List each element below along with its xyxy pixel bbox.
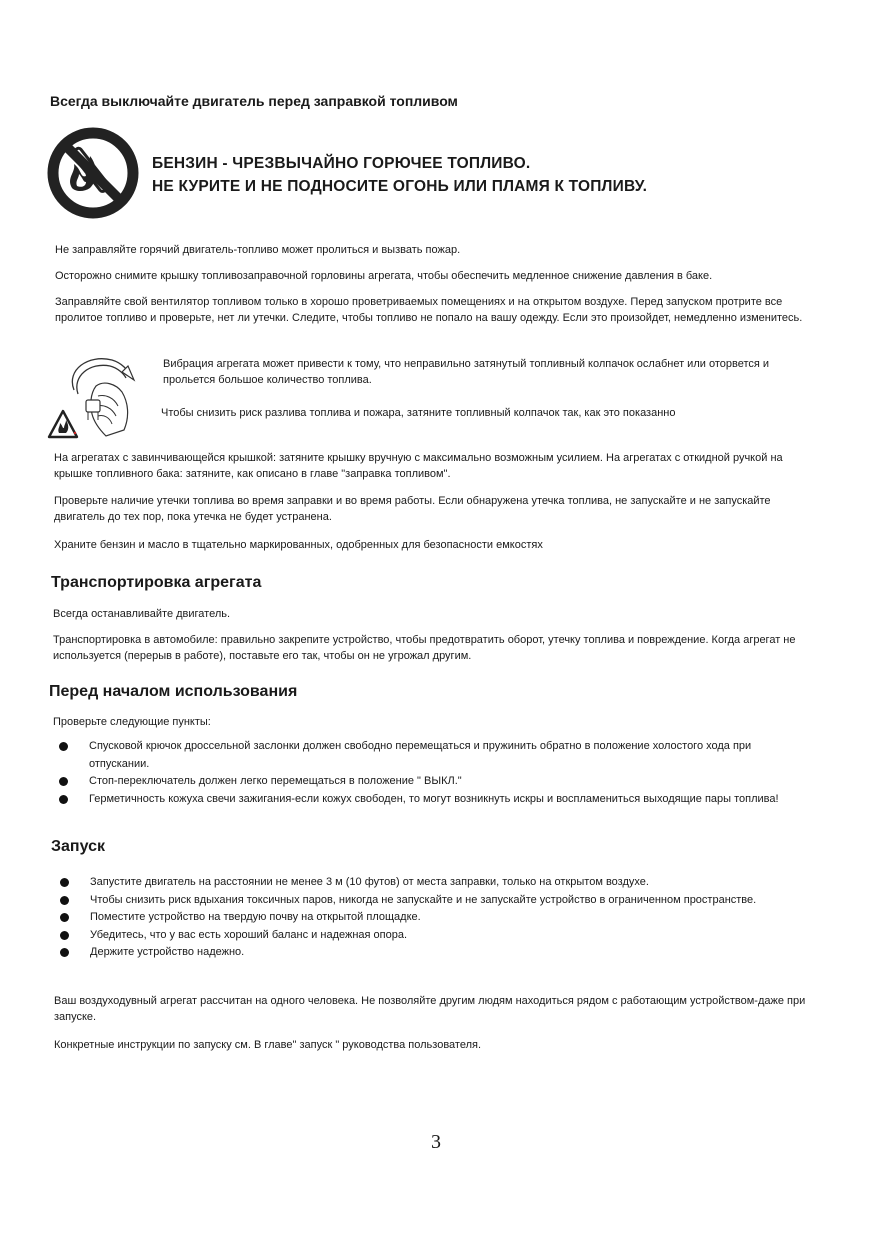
bullet-icon	[60, 931, 69, 940]
before-use-list	[52, 738, 807, 808]
paragraph: Не заправляйте горячий двигатель-топливо может пролиться и вызвать пожар.	[55, 244, 461, 256]
paragraph: Осторожно снимите крышку топливозаправочной горловины агрегата, чтобы обеспечить медленное снижение давления в баке.	[55, 270, 713, 282]
warning-line-1: БЕНЗИН - ЧРЕЗВЫЧАЙНО ГОРЮЧЕЕ ТОПЛИВО.	[152, 155, 531, 172]
paragraph: Храните бензин и масло в тщательно маркированных, одобренных для безопасности емкостях	[54, 539, 543, 551]
paragraph: На агрегатах с завинчивающейся крышкой: затяните крышку вручную с максимально возможным усилием. На агрегатах с откидной ручкой на крышке топливного бака: затяните, как описано в главе "заправка топливом".	[54, 452, 783, 480]
paragraph: Конкретные инструкции по запуску см. В главе" запуск " руководства пользователя.	[54, 1039, 482, 1051]
fuel-safety-heading: Всегда выключайте двигатель перед заправкой топливом	[50, 93, 458, 109]
warning-line-2: НЕ КУРИТЕ И НЕ ПОДНОСИТЕ ОГОНЬ ИЛИ ПЛАМЯ К ТОПЛИВУ.	[152, 178, 648, 195]
cap-note: Чтобы снизить риск разлива топлива и пожара, затяните топливный колпачок так, как это показанно	[161, 407, 676, 419]
bullet-icon	[60, 896, 69, 905]
list-item: Герметичность кожуха свечи зажигания-если кожух свободен, то могут возникнуть искры и воспламениться выходящие пары топлива!	[52, 791, 807, 809]
section-title-transport: Транспортировка агрегата	[51, 574, 262, 591]
bullet-icon	[60, 878, 69, 887]
list-item: Поместите устройство на твердую почву на открытой площадке.	[53, 909, 808, 927]
paragraph: Проверьте следующие пункты:	[53, 716, 211, 728]
list-item: Убедитесь, что у вас есть хороший баланс и надежная опора.	[53, 927, 808, 945]
flammable-warning-icon	[47, 408, 79, 440]
paragraph: Всегда останавливайте двигатель.	[53, 608, 231, 620]
list-item: Запустите двигатель на расстоянии не менее 3 м (10 футов) от места заправки, только на открытом воздухе.	[53, 874, 808, 892]
list-item: Держите устройство надежно.	[53, 944, 808, 962]
no-smoking-no-fire-icon	[46, 126, 140, 220]
bullet-icon	[60, 948, 69, 957]
page-number: 3	[431, 1131, 441, 1153]
start-list	[53, 874, 808, 962]
bullet-icon	[59, 777, 68, 786]
section-title-start: Запуск	[51, 838, 105, 855]
list-item: Стоп-переключатель должен легко перемещаться в положение " ВЫКЛ."	[52, 773, 807, 791]
paragraph: Заправляйте свой вентилятор топливом только в хорошо проветриваемых помещениях и на открытом воздухе. Перед запуском протрите все пролитое топливо и проверьте, нет ли утечки. Следите, чтобы топливо не попало на вашу одежду. Если это произойдет, немедленно изменитесь.	[55, 296, 803, 324]
paragraph: Ваш воздуходувный агрегат рассчитан на одного человека. Не позволяйте другим людям находиться рядом с работающим устройством-даже при запуске.	[54, 995, 806, 1023]
bullet-icon	[59, 795, 68, 804]
list-item: Чтобы снизить риск вдыхания токсичных паров, никогда не запускайте и не запускайте устройство в ограниченном пространстве.	[53, 892, 808, 910]
cap-note: Вибрация агрегата может привести к тому, что неправильно затянутый топливный колпачок ослабнет или оторвется и прольется большое количество топлива.	[163, 358, 770, 386]
section-title-before-use: Перед началом использования	[49, 683, 298, 700]
bullet-icon	[59, 742, 68, 751]
paragraph: Транспортировка в автомобиле: правильно закрепите устройство, чтобы предотвратить оборот, утечку топлива и повреждение. Когда агрегат не используется (перерыв в работе), поставьте его так, чтобы он не угрожал другим.	[53, 634, 796, 662]
list-item: Спусковой крючок дроссельной заслонки должен свободно перемещаться и пружинить обратно в положение холостого хода при отпускании.	[52, 738, 807, 773]
paragraph: Проверьте наличие утечки топлива во время заправки и во время работы. Если обнаружена утечка топлива, не запускайте и не запускайте двигатель до тех пор, пока утечка не будет устранена.	[54, 495, 771, 523]
bullet-icon	[60, 913, 69, 922]
